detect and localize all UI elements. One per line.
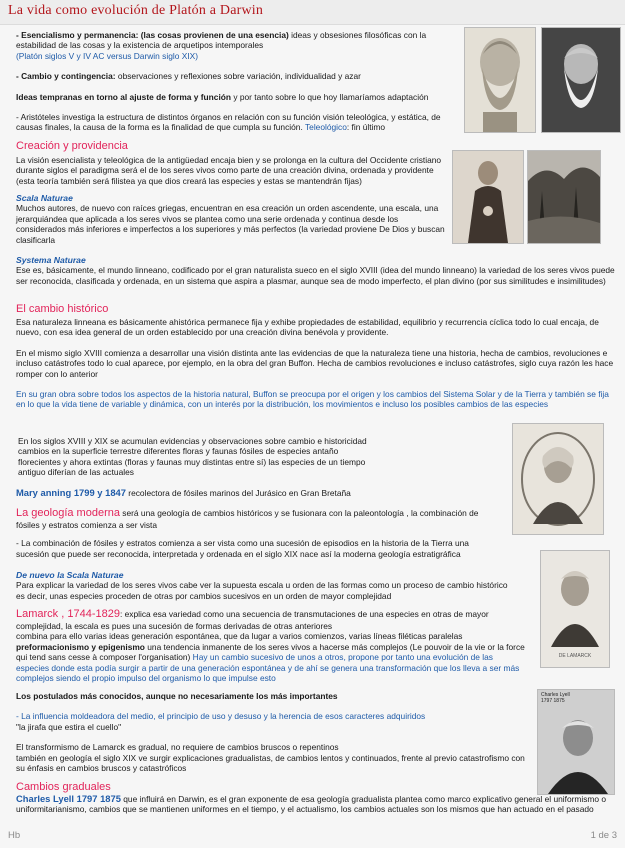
forest-engraving-image: [527, 150, 601, 244]
systema-text: Ese es, básicamente, el mundo linneano, codificado por el gran naturalista sueco en el siglo XVIII (idea del mundo linneano) la variedad de los seres vivos puede ser reconocida, clasificada y ordenada, en un sistema que aspira a plasmar, aunque sea de modo imperfecto, el plan divino (por sus similitudes e insimilitudes): [16, 265, 615, 286]
evidencias-block: [18, 436, 378, 478]
lamarck-portrait-image: [540, 550, 610, 668]
geologia-p2: - La combinación de fósiles y estratos comienza a ser vista como una sucesión de episodios en la historia de la Tierra una sucesión que puede ser reconocida, interpretada y ordenada en el siglo XIX nace así la moderna geología estratigráfica: [16, 538, 469, 559]
intro-line-5: - Aristóteles investiga la estructura de distintos órganos en relación con su función visión teleológica, y estática, de causas finales, la causa de la forma es la finalidad de que cumpla su función. Teleológico: fin último: [16, 112, 441, 133]
creacion-block: [16, 140, 446, 186]
geologia-line: La geología moderna será una geología de cambios históricos y se fusionara con la paleontología , la combinación de fósiles y estratos comienza a ser vista: [16, 507, 479, 530]
lamarck-caption: DE LAMARCK: [558, 653, 592, 659]
geologia-block: [16, 507, 486, 559]
page-title: La vida como evolución de Platón a Darwin: [8, 3, 264, 18]
darwin-portrait-image: [541, 27, 621, 133]
buffon-portrait-image: [512, 423, 604, 535]
postulados-t1: - La influencia moldeadora del medio, el principio de uso y desuso y la herencia de esos caracteres adquiridos: [16, 711, 426, 722]
title-bar: [0, 0, 625, 25]
cambio-block: [16, 303, 616, 410]
lyell-portrait-image: [537, 689, 615, 795]
plato-bust-icon: [465, 28, 535, 132]
anning-line: Mary anning 1799 y 1847 recolectora de fósiles marinos del Jurásico en Gran Bretaña: [16, 487, 351, 498]
cambio-p3: En su gran obra sobre todos los aspectos de la historia natural, Buffon se preocupa por el origen y los cambios del Sistema Solar y de la Tierra y también se fija en lo que la vida tiene de variable y dinámica, con un interés por la distribución, los movimientos e incluso los posibles cambios de las especies: [16, 389, 609, 410]
postulados-t2: "la jirafa que estira el cuello": [16, 721, 122, 732]
darwin-portrait-icon: [542, 28, 620, 132]
postulados-heading: Los postulados más conocidos, aunque no necesariamente los más importantes: [16, 691, 338, 701]
footer-left: Hb: [8, 830, 21, 841]
woman-portrait-image: [452, 150, 524, 244]
postulados-block: [16, 691, 526, 773]
scala-heading: Scala Naturae: [16, 193, 73, 203]
systema-heading: Systema Naturae: [16, 255, 86, 265]
page-number: 1 de 3: [590, 830, 617, 841]
systema-block: [16, 255, 616, 286]
scala2-block: [16, 570, 516, 601]
postulados-t3: El transformismo de Lamarck es gradual, no requiere de cambios bruscos o repentinos: [16, 742, 339, 753]
scala2-heading: De nuevo la Scala Naturae: [16, 570, 124, 580]
intro-line-4: Ideas tempranas en torno al ajuste de forma y función y por tanto sobre lo que hoy llamaríamos adaptación: [16, 91, 429, 102]
scala-block: [16, 193, 446, 245]
graduales-block: [16, 781, 616, 815]
evidencias-text: En los siglos XVIII y XIX se acumulan evidencias y observaciones sobre cambio e historicidad cambios en la superficie terrestre diferentes floras y faunas fósiles de especies antaño florecientes y ahora extintas (floras y faunas muy distintas entre sí) las especies de un tiempo antiguo diferían de las actuales: [18, 436, 367, 478]
cambio-p1: Esa naturaleza linneana es básicamente ahistórica permanece fija y exhibe propiedades de estabilidad, equilibrio y recurrencia cíclica todo lo cual encaja, de nuevo, con esa idea general de un orden establecido por una creación divina benévola y providente.: [16, 317, 599, 338]
lyell-caption: Charles Lyell 1797 1875: [541, 692, 570, 704]
scala-text: Muchos autores, de nuevo con raíces griegas, encuentran en esa creación un orden ascendente, una escala, una jerarquiándea que aplicada a los seres vivos se plantea como una serie ordenada y continua desde los considerados más inferiores e imperfectos a los superiores y más perfectos (la variedad proviene De Dios y buscan clasificarla: [16, 203, 445, 245]
plato-bust-image: [464, 27, 536, 133]
lamarck-line-2: combina para ello varias ideas generación espontánea, que da lugar a varios comienzos, varias líneas filéticas paralelas: [16, 631, 463, 642]
creacion-heading: Creación y providencia: [16, 140, 128, 152]
intro-line-2: (Platón siglos V y IV AC versus Darwin siglo XIX): [16, 50, 198, 61]
forest-engraving-icon: [528, 151, 600, 243]
intro-line-1: - Esencialismo y permanencia: (las cosas provienen de una esencia) ideas y obsesiones filosóficas con la estabilidad de las cosas y la existencia de arquetipos intemporales: [16, 30, 427, 51]
lamarck-line-3: preformacionismo y epigenismo una tendencia inmanente de los seres vivos a hacerse más complejos (Le pouvoir de la vie or la force qui tend sans cesse à composer l'organisation) Hay un cambio sucesivo de unos a otros, propone por tanto una evolución de las especies donde esta podía surgir a partir de una generación espontánea y de ahí se genera una transformación que los lleva a ser más complejos siendo el propio impulso del organismo lo que impulse esto: [16, 641, 525, 684]
lamarck-block: [16, 608, 526, 683]
buffon-portrait-icon: [513, 424, 603, 534]
intro-block: [16, 30, 456, 133]
anning-block: [16, 488, 476, 498]
cambio-p2: En el mismo siglo XVIII comienza a desarrollar una visión distinta ante las evidencias de que la naturaleza tiene una historia, hecha de cambios, revoluciones e incluso catástrofes todo lo cual aparece, por ejemplo, en la obra del gran Buffon. Hecha de cambios revoluciones e incluso catástrofes, siglo cuya razón les hace romper con lo anterior: [16, 347, 614, 379]
lamarck-line-1: Lamarck , 1744-1829: explica esa variedad como una secuencia de transmutaciones de una especies en otras de mayor complejidad, la escala es pues una sucesión de formas derivadas de otras anteriores: [16, 608, 489, 631]
lyell-portrait-icon: [538, 690, 614, 794]
graduales-text: Charles Lyell 1797 1875 que influirá en Darwin, es el gran exponente de esa geología gradualista plantea como marco explicativo general el uniformismo o uniformitarianismo, cambios que se mantienen uniformes en el tiempo, y el actualismo, los cambios actuales son los mismos que han actuado en el pasado: [16, 793, 607, 815]
postulados-t4: también en geología el siglo XIX ve surgir explicaciones gradualistas, de cambios lentos y continuados, frente al previo catastrofismo con su énfasis en cambios bruscos y catastróficos: [16, 752, 525, 774]
cambio-heading: El cambio histórico: [16, 303, 109, 315]
graduales-heading: Cambios graduales: [16, 781, 111, 793]
lamarck-portrait-icon: [541, 551, 609, 667]
intro-line-3: - Cambio y contingencia: observaciones y reflexiones sobre variación, individualidad y azar: [16, 71, 361, 82]
creacion-text: La visión esencialista y teleológica de la antigüedad encaja bien y se prolonga en la cultura del Occidente cristiano durante siglos el paradigma será el de los seres vivos como parte de una creación divina, ordenada y providente (esta teoría también será filistea ya que dios creará las especies y estas se mantendrán fijas): [16, 155, 442, 186]
woman-portrait-icon: [453, 151, 523, 243]
scala2-text: Para explicar la variedad de los seres vivos cabe ver la supuesta escala u orden de las formas como un proceso de cambio histórico es decir, unas especies proceden de otras por cambios sucesivos en un orden de mayor complejidad: [16, 580, 508, 601]
